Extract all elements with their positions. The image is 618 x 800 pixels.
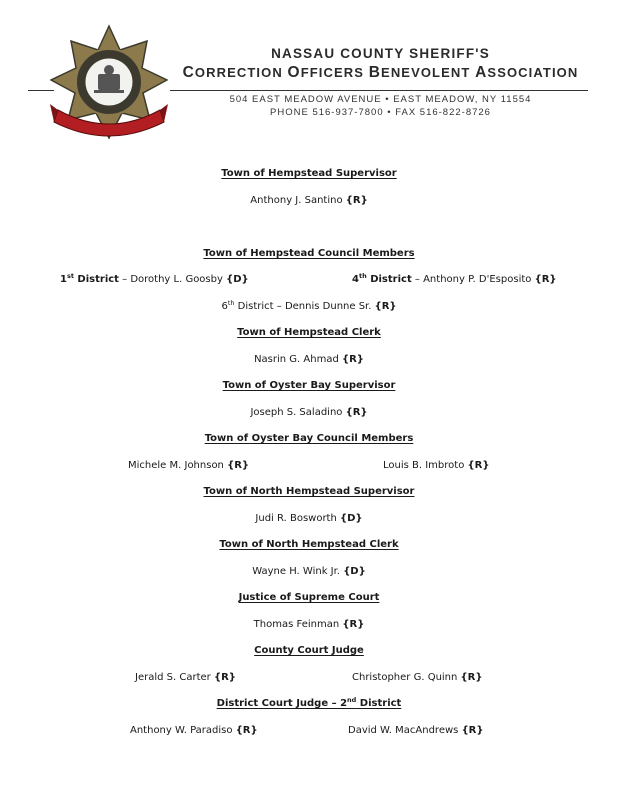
org-name-line2: CORRECTION OFFICERS BENEVOLENT ASSOCIATION (182, 64, 579, 81)
candidate-oyster-bay-council-left: Michele M. Johnson {R} (128, 460, 250, 471)
candidate-hempstead-supervisor: Anthony J. Santino {R} (250, 195, 368, 206)
candidate-hempstead-clerk: Nasrin G. Ahmad {R} (254, 354, 364, 365)
heading-oyster-bay-council: Town of Oyster Bay Council Members (204, 433, 414, 444)
heading-county-court: County Court Judge (254, 645, 364, 656)
org-phone-fax: PHONE 516-937-7800 • FAX 516-822-8726 (270, 107, 491, 118)
heading-supreme-court: Justice of Supreme Court (238, 592, 380, 603)
heading-hempstead-council: Town of Hempstead Council Members (203, 248, 415, 259)
candidate-north-hempstead-clerk: Wayne H. Wink Jr. {D} (252, 566, 366, 577)
candidate-hempstead-district-6: 6th District – Dennis Dunne Sr. {R} (221, 299, 397, 312)
heading-district-court: District Court Judge – 2nd District (216, 696, 402, 709)
candidate-county-court-left: Jerald S. Carter {R} (135, 672, 236, 683)
candidate-supreme-court: Thomas Feinman {R} (253, 619, 365, 630)
candidate-oyster-bay-supervisor: Joseph S. Saladino {R} (250, 407, 368, 418)
org-name-line1: NASSAU COUNTY SHERIFF'S (271, 46, 490, 61)
candidate-north-hempstead-supervisor: Judi R. Bosworth {D} (255, 513, 363, 524)
heading-north-hempstead-supervisor: Town of North Hempstead Supervisor (203, 486, 415, 497)
heading-oyster-bay-supervisor: Town of Oyster Bay Supervisor (222, 380, 396, 391)
org-address: 504 EAST MEADOW AVENUE • EAST MEADOW, NY 11554 (229, 94, 532, 105)
candidate-hempstead-district-1: 1st District – Dorothy L. Goosby {D} (60, 272, 249, 285)
heading-hempstead-supervisor: Town of Hempstead Supervisor (221, 168, 397, 179)
heading-north-hempstead-clerk: Town of North Hempstead Clerk (219, 539, 399, 550)
candidate-hempstead-district-4: 4th District – Anthony P. D'Esposito {R} (352, 272, 557, 285)
candidate-oyster-bay-council-right: Louis B. Imbroto {R} (383, 460, 490, 471)
heading-hempstead-clerk: Town of Hempstead Clerk (237, 327, 381, 338)
sheriff-star-badge-icon (50, 24, 168, 140)
header-rule-left (28, 90, 54, 91)
candidate-county-court-right: Christopher G. Quinn {R} (352, 672, 483, 683)
candidate-district-court-right: David W. MacAndrews {R} (348, 725, 484, 736)
header-rule-right (170, 90, 588, 91)
candidate-district-court-left: Anthony W. Paradiso {R} (130, 725, 258, 736)
